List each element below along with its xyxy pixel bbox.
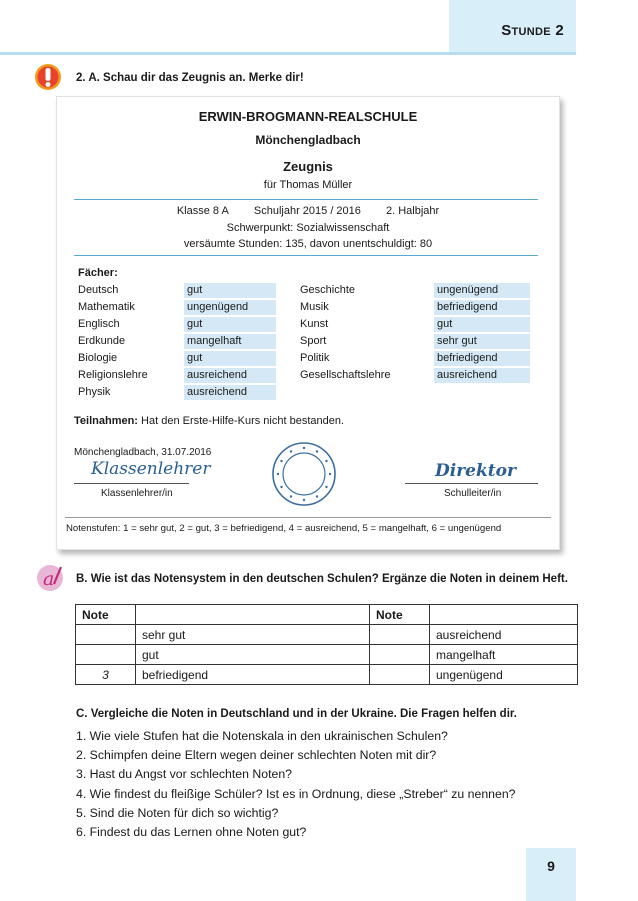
focus-subject: Schwerpunkt: Sozialwissenschaft xyxy=(226,222,390,234)
subject-grade: ungenügend xyxy=(184,300,276,315)
teacher-signature: Klassenlehrer xyxy=(91,459,211,479)
grade-table xyxy=(75,604,578,685)
page-number-tab xyxy=(526,848,576,901)
signature-line xyxy=(74,483,189,484)
grading-scale: Notenstufen: 1 = sehr gut, 2 = gut, 3 = befriedigend, 4 = ausreichend, 5 = mangelhaft, 6 = ungenügend xyxy=(66,523,502,534)
task-c-heading: C. Vergleiche die Noten in Deutschland und in der Ukraine. Die Fragen helfen dir. xyxy=(76,708,517,720)
subject-name: Physik xyxy=(78,386,111,398)
subject-name: Deutsch xyxy=(78,284,119,296)
signature-line xyxy=(405,483,538,484)
table-row xyxy=(76,665,578,685)
table-header-row xyxy=(76,605,578,625)
section-title: Stunde 2 xyxy=(501,22,564,39)
subject-name: Religionslehre xyxy=(78,369,148,381)
divider xyxy=(74,255,538,256)
remarks xyxy=(74,415,344,427)
school-city: Mönchengladbach xyxy=(255,133,361,147)
school-name: ERWIN-BROGMANN-REALSCHULE xyxy=(198,109,418,124)
subject-name: Politik xyxy=(300,352,330,364)
task-b-heading: B. Wie ist das Notensystem in den deutschen Schulen? Ergänze die Noten in deinem Heft. xyxy=(76,573,568,585)
seal-icon xyxy=(271,441,337,507)
class-info xyxy=(57,205,559,217)
subject-name: Sport xyxy=(300,335,327,347)
task-a-heading: 2. A. Schau dir das Zeugnis an. Merke dir! xyxy=(76,72,304,84)
grade-number-cell: 3 xyxy=(76,665,136,685)
document-title: Zeugnis xyxy=(283,159,333,174)
school-year: Schuljahr 2015 / 2016 xyxy=(253,205,361,217)
teacher-caption: Klassenlehrer/in xyxy=(101,488,173,499)
table-row xyxy=(76,625,578,645)
list-item: 3. Hast du Angst vor schlechten Noten? xyxy=(76,767,293,782)
column-header: Note xyxy=(370,605,430,625)
grade-number-cell xyxy=(76,625,136,645)
subject-name: Mathematik xyxy=(78,301,135,313)
divider xyxy=(74,199,538,200)
grade-word-cell: sehr gut xyxy=(136,625,370,645)
subject-grade: ausreichend xyxy=(184,368,276,383)
subject-grade: ungenügend xyxy=(434,283,530,298)
subjects-heading: Fächer: xyxy=(78,267,118,279)
subject-grade: befriedigend xyxy=(434,300,530,315)
subject-name: Kunst xyxy=(300,318,329,330)
remarks-label: Teilnahmen: xyxy=(74,415,138,427)
subject-grade: mangelhaft xyxy=(184,334,276,349)
list-item: 5. Sind die Noten für dich so wichtig? xyxy=(76,805,279,820)
grade-word-cell: gut xyxy=(136,645,370,665)
column-header xyxy=(430,605,578,625)
list-item: 4. Wie findest du fleißige Schüler? Ist es in Ordnung, diese „Streber“ zu nennen? xyxy=(76,786,516,801)
subject-grade: ausreichend xyxy=(184,385,276,400)
page-number: 9 xyxy=(547,858,555,874)
subject-name: Geschichte xyxy=(300,284,356,296)
subject-name: Englisch xyxy=(78,318,120,330)
grade-word-cell: befriedigend xyxy=(136,665,370,685)
subject-grade: ausreichend xyxy=(434,368,530,383)
recipient: für Thomas Müller xyxy=(263,179,353,191)
svg-text:a: a xyxy=(43,568,55,590)
exclamation-icon xyxy=(33,62,63,92)
remarks-text: Hat den Erste-Hilfe-Kurs nicht bestanden. xyxy=(141,415,345,427)
subject-name: Musik xyxy=(300,301,329,313)
subject-name: Erdkunde xyxy=(78,335,126,347)
grade-word-cell: ungenügend xyxy=(430,665,578,685)
subject-grade: gut xyxy=(184,283,276,298)
report-card xyxy=(56,96,560,550)
grade-word-cell: mangelhaft xyxy=(430,645,578,665)
subject-grade: gut xyxy=(184,351,276,366)
divider xyxy=(65,517,551,518)
class-label: Klasse 8 A xyxy=(176,205,229,217)
question-icon xyxy=(35,563,65,593)
subject-grade: befriedigend xyxy=(434,351,530,366)
column-header xyxy=(136,605,370,625)
grade-number-cell xyxy=(370,625,430,645)
list-item: 2. Schimpfen deine Eltern wegen deiner schlechten Noten mit dir? xyxy=(76,748,437,763)
grade-number-cell xyxy=(76,645,136,665)
director-signature: Direktor xyxy=(435,461,516,481)
subject-name: Gesellschaftslehre xyxy=(300,369,391,381)
list-item: 6. Findest du das Lernen ohne Noten gut? xyxy=(76,824,307,839)
missed-hours: versäumte Stunden: 135, davon unentschuldigt: 80 xyxy=(183,238,433,250)
subject-grade: sehr gut xyxy=(434,334,530,349)
subject-grade: gut xyxy=(434,317,530,332)
header-rule xyxy=(0,52,576,55)
place-date: Mönchengladbach, 31.07.2016 xyxy=(74,447,212,458)
grade-word-cell: ausreichend xyxy=(430,625,578,645)
grade-number-cell xyxy=(370,665,430,685)
subject-name: Biologie xyxy=(78,352,118,364)
list-item: 1. Wie viele Stufen hat die Notenskala in den ukrainischen Schulen? xyxy=(76,729,448,743)
grade-number-cell xyxy=(370,645,430,665)
section-tab xyxy=(449,0,576,52)
director-caption: Schulleiter/in xyxy=(444,488,502,499)
question-list xyxy=(76,727,516,842)
subject-grade: gut xyxy=(184,317,276,332)
table-row xyxy=(76,645,578,665)
column-header: Note xyxy=(76,605,136,625)
term: 2. Halbjahr xyxy=(385,205,440,217)
